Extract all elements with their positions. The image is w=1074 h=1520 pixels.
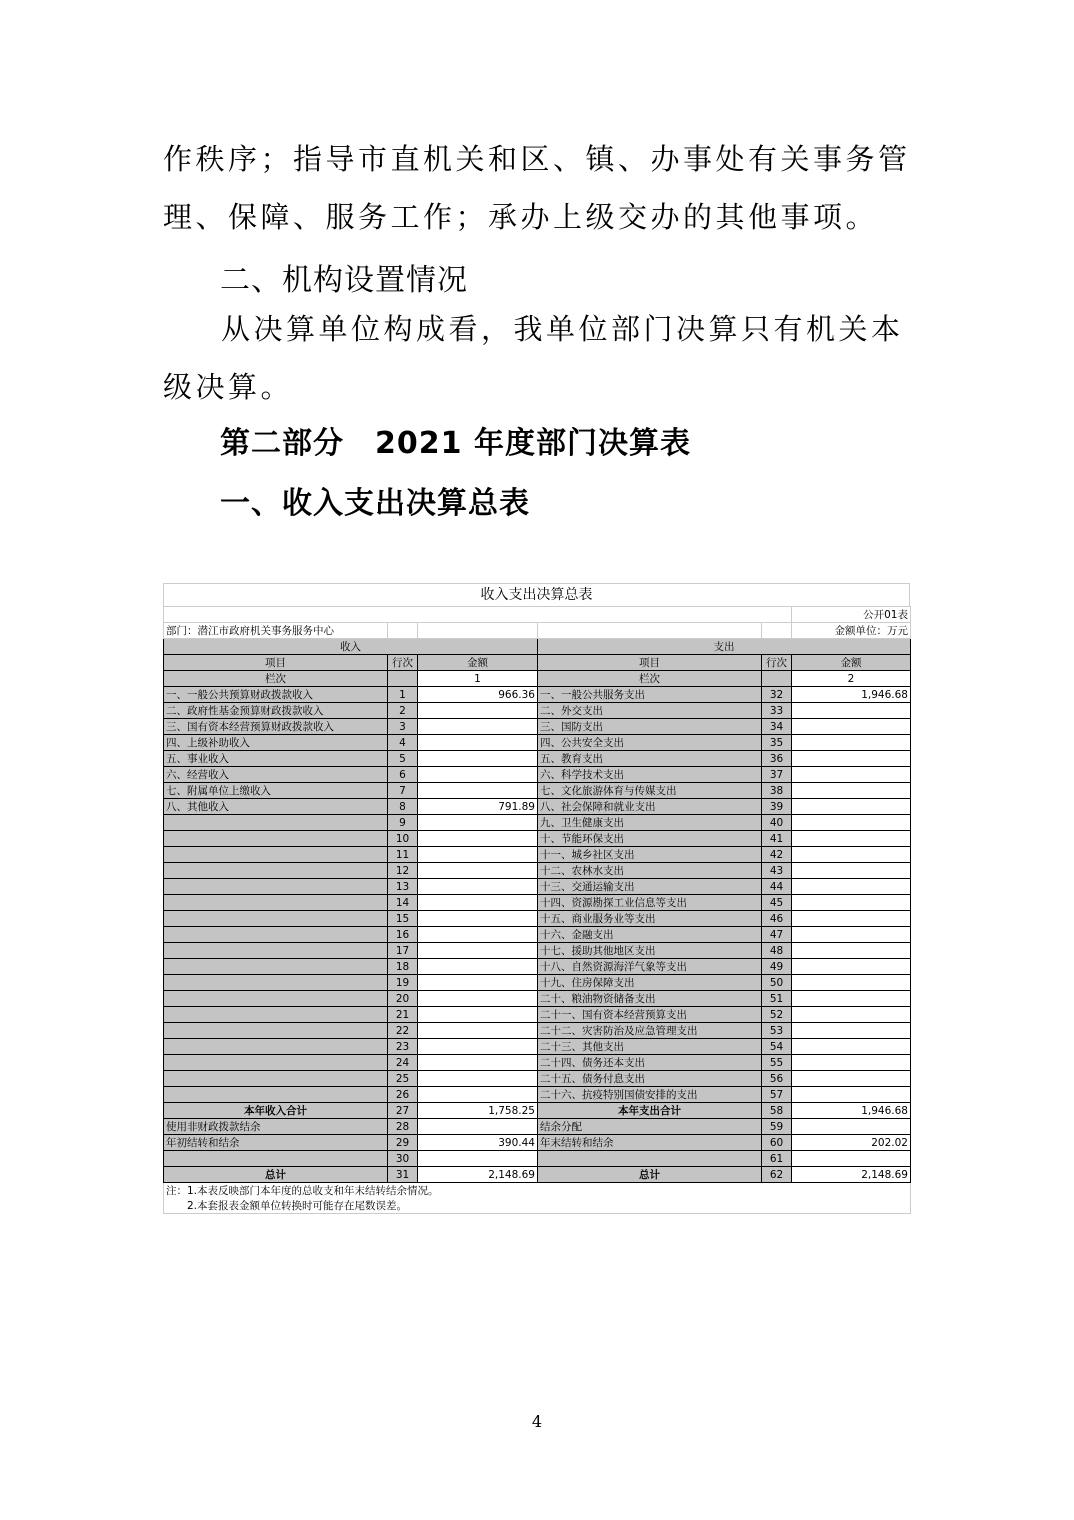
table-row	[164, 959, 911, 975]
expense-item: 七、文化旅游体育与传媒支出	[538, 783, 762, 799]
expense-item: 一、一般公共服务支出	[538, 687, 762, 703]
expense-amount: 202.02	[792, 1135, 911, 1151]
expense-line: 33	[762, 703, 792, 719]
income-line: 1	[388, 687, 418, 703]
expense-amount	[792, 1071, 911, 1087]
expense-amount	[792, 1039, 911, 1055]
income-amount	[418, 735, 538, 751]
income-item	[164, 1007, 388, 1023]
table-row	[164, 1055, 911, 1071]
expense-line: 56	[762, 1071, 792, 1087]
expense-amount	[792, 863, 911, 879]
income-amount	[418, 847, 538, 863]
income-line: 14	[388, 895, 418, 911]
income-amount	[418, 1119, 538, 1135]
income-amount	[418, 959, 538, 975]
table-row	[164, 767, 911, 783]
income-line: 20	[388, 991, 418, 1007]
expense-item: 九、卫生健康支出	[538, 815, 762, 831]
form-code: 公开01表	[792, 607, 911, 623]
expense-amount: 1,946.68	[792, 687, 911, 703]
income-amount	[418, 1087, 538, 1103]
expense-amount	[792, 975, 911, 991]
page-number: 4	[531, 1412, 543, 1431]
income-item: 本年收入合计	[164, 1103, 388, 1119]
income-line: 2	[388, 703, 418, 719]
expense-line: 47	[762, 927, 792, 943]
income-amount	[418, 815, 538, 831]
table-row	[164, 863, 911, 879]
income-line: 26	[388, 1087, 418, 1103]
table-row	[164, 911, 911, 927]
income-line: 23	[388, 1039, 418, 1055]
income-amount	[418, 927, 538, 943]
income-line: 29	[388, 1135, 418, 1151]
expense-line: 42	[762, 847, 792, 863]
expense-item: 二十四、债务还本支出	[538, 1055, 762, 1071]
income-line: 9	[388, 815, 418, 831]
expense-line: 41	[762, 831, 792, 847]
expense-item: 十六、金融支出	[538, 927, 762, 943]
expense-line: 54	[762, 1039, 792, 1055]
expense-item: 四、公共安全支出	[538, 735, 762, 751]
income-item	[164, 1087, 388, 1103]
income-lanci: 栏次	[164, 671, 388, 687]
income-item: 四、上级补助收入	[164, 735, 388, 751]
income-amount	[418, 879, 538, 895]
income-expense-table	[163, 606, 911, 1214]
income-item	[164, 927, 388, 943]
expense-amount	[792, 1055, 911, 1071]
expense-item: 十七、援助其他地区支出	[538, 943, 762, 959]
income-amount	[418, 991, 538, 1007]
expense-line: 45	[762, 895, 792, 911]
expense-item: 二十五、债务付息支出	[538, 1071, 762, 1087]
income-item	[164, 1071, 388, 1087]
income-item: 总计	[164, 1167, 388, 1183]
income-line: 5	[388, 751, 418, 767]
table-row	[164, 975, 911, 991]
expense-item: 十九、住房保障支出	[538, 975, 762, 991]
income-expense-table-container	[163, 583, 910, 1214]
income-item	[164, 831, 388, 847]
income-line: 6	[388, 767, 418, 783]
income-line: 21	[388, 1007, 418, 1023]
income-line: 24	[388, 1055, 418, 1071]
expense-item: 本年支出合计	[538, 1103, 762, 1119]
expense-amount: 1,946.68	[792, 1103, 911, 1119]
expense-amount	[792, 991, 911, 1007]
income-amount	[418, 895, 538, 911]
part-two-heading: 第二部分 2021 年度部门决算表	[220, 426, 691, 461]
expense-line: 44	[762, 879, 792, 895]
expense-amount	[792, 1151, 911, 1167]
income-amount	[418, 1039, 538, 1055]
expense-line: 57	[762, 1087, 792, 1103]
expense-col-item: 项目	[538, 655, 762, 671]
expense-amount: 2,148.69	[792, 1167, 911, 1183]
expense-amount	[792, 911, 911, 927]
expense-amount	[792, 719, 911, 735]
income-line: 16	[388, 927, 418, 943]
table-row	[164, 687, 911, 703]
expense-line: 53	[762, 1023, 792, 1039]
expense-item: 十八、自然资源海洋气象等支出	[538, 959, 762, 975]
expense-amount	[792, 783, 911, 799]
expense-line: 60	[762, 1135, 792, 1151]
income-header: 收入	[164, 639, 538, 655]
expense-item: 二十六、抗疫特别国债安排的支出	[538, 1087, 762, 1103]
expense-line: 46	[762, 911, 792, 927]
table-row	[164, 1135, 911, 1151]
table-row	[164, 847, 911, 863]
expense-amount	[792, 1119, 911, 1135]
income-amount: 2,148.69	[418, 1167, 538, 1183]
income-item	[164, 975, 388, 991]
expense-amount	[792, 815, 911, 831]
expense-amount	[792, 767, 911, 783]
income-line: 22	[388, 1023, 418, 1039]
table-row	[164, 719, 911, 735]
income-item	[164, 847, 388, 863]
income-col-amount: 金额	[418, 655, 538, 671]
income-amount	[418, 1007, 538, 1023]
expense-amount	[792, 879, 911, 895]
table-row	[164, 1167, 911, 1183]
income-line: 3	[388, 719, 418, 735]
income-amount	[418, 831, 538, 847]
income-amount	[418, 863, 538, 879]
expense-item: 六、科学技术支出	[538, 767, 762, 783]
income-line: 19	[388, 975, 418, 991]
expense-line: 50	[762, 975, 792, 991]
income-item	[164, 911, 388, 927]
table-row	[164, 815, 911, 831]
expense-amount	[792, 1087, 911, 1103]
income-item: 年初结转和结余	[164, 1135, 388, 1151]
income-item	[164, 1151, 388, 1167]
income-line: 27	[388, 1103, 418, 1119]
income-line: 11	[388, 847, 418, 863]
expense-line: 59	[762, 1119, 792, 1135]
table-row	[164, 703, 911, 719]
income-line: 8	[388, 799, 418, 815]
table-row	[164, 1039, 911, 1055]
expense-item: 二十三、其他支出	[538, 1039, 762, 1055]
income-amount	[418, 1151, 538, 1167]
unit-label: 金额单位：万元	[792, 623, 911, 639]
income-line: 10	[388, 831, 418, 847]
income-item: 使用非财政拨款结余	[164, 1119, 388, 1135]
section-heading-institutions: 二、机构设置情况	[220, 263, 468, 298]
income-item	[164, 959, 388, 975]
table-row	[164, 991, 911, 1007]
income-line: 17	[388, 943, 418, 959]
income-line: 12	[388, 863, 418, 879]
expense-line: 39	[762, 799, 792, 815]
income-amount	[418, 751, 538, 767]
expense-amount	[792, 1023, 911, 1039]
expense-item: 十二、农林水支出	[538, 863, 762, 879]
expense-line: 37	[762, 767, 792, 783]
income-amount	[418, 767, 538, 783]
table-row	[164, 1119, 911, 1135]
table-row	[164, 831, 911, 847]
expense-item: 十三、交通运输支出	[538, 879, 762, 895]
expense-line: 51	[762, 991, 792, 1007]
table-row	[164, 751, 911, 767]
expense-item	[538, 1151, 762, 1167]
income-line: 18	[388, 959, 418, 975]
expense-amount	[792, 735, 911, 751]
body-paragraph-2: 从决算单位构成看，我单位部门决算只有机关本级决算。	[163, 312, 904, 404]
expense-item: 二十二、灾害防治及应急管理支出	[538, 1023, 762, 1039]
income-amount	[418, 719, 538, 735]
expense-line: 36	[762, 751, 792, 767]
expense-item: 二、外交支出	[538, 703, 762, 719]
table-row	[164, 783, 911, 799]
expense-item: 二十一、国有资本经营预算支出	[538, 1007, 762, 1023]
income-item	[164, 991, 388, 1007]
income-amount: 1,758.25	[418, 1103, 538, 1119]
table-row	[164, 1023, 911, 1039]
expense-line: 40	[762, 815, 792, 831]
income-col-line: 行次	[388, 655, 418, 671]
income-line: 28	[388, 1119, 418, 1135]
expense-line: 61	[762, 1151, 792, 1167]
income-amount	[418, 1071, 538, 1087]
table-title: 收入支出决算总表	[163, 583, 910, 606]
table-row	[164, 1103, 911, 1119]
income-item	[164, 943, 388, 959]
income-amount: 791.89	[418, 799, 538, 815]
table-row	[164, 927, 911, 943]
expense-item: 十四、资源勘探工业信息等支出	[538, 895, 762, 911]
table-note-1: 注：1.本表反映部门本年度的总收支和年末结转结余情况。	[164, 1183, 911, 1199]
table-row	[164, 879, 911, 895]
income-item	[164, 1039, 388, 1055]
income-col-number: 1	[418, 671, 538, 687]
income-line: 25	[388, 1071, 418, 1087]
table-row	[164, 1007, 911, 1023]
income-amount: 390.44	[418, 1135, 538, 1151]
body-paragraph-1: 作秩序；指导市直机关和区、镇、办事处有关事务管理、保障、服务工作；承办上级交办的其他事项。	[163, 142, 911, 234]
table-row	[164, 943, 911, 959]
expense-line: 52	[762, 1007, 792, 1023]
income-item: 二、政府性基金预算财政拨款收入	[164, 703, 388, 719]
income-item: 八、其他收入	[164, 799, 388, 815]
table-note-2: 2.本套报表金额单位转换时可能存在尾数误差。	[164, 1198, 911, 1214]
income-line: 7	[388, 783, 418, 799]
income-item: 三、国有资本经营预算财政拨款收入	[164, 719, 388, 735]
table-row	[164, 735, 911, 751]
expense-lanci: 栏次	[538, 671, 762, 687]
income-line: 30	[388, 1151, 418, 1167]
table-row	[164, 1071, 911, 1087]
income-col-item: 项目	[164, 655, 388, 671]
expense-line: 43	[762, 863, 792, 879]
expense-item: 二十、粮油物资储备支出	[538, 991, 762, 1007]
expense-line: 55	[762, 1055, 792, 1071]
income-item	[164, 895, 388, 911]
expense-line: 62	[762, 1167, 792, 1183]
income-item	[164, 815, 388, 831]
income-amount	[418, 703, 538, 719]
table-section-heading: 一、收入支出决算总表	[220, 486, 530, 521]
expense-line: 38	[762, 783, 792, 799]
income-line: 15	[388, 911, 418, 927]
expense-line: 49	[762, 959, 792, 975]
table-row	[164, 1151, 911, 1167]
income-item: 一、一般公共预算财政拨款收入	[164, 687, 388, 703]
income-item: 五、事业收入	[164, 751, 388, 767]
income-amount: 966.36	[418, 687, 538, 703]
income-amount	[418, 783, 538, 799]
income-item: 七、附属单位上缴收入	[164, 783, 388, 799]
expense-amount	[792, 799, 911, 815]
expense-line: 32	[762, 687, 792, 703]
income-item: 六、经营收入	[164, 767, 388, 783]
expense-amount	[792, 847, 911, 863]
expense-item: 八、社会保障和就业支出	[538, 799, 762, 815]
expense-item: 十五、商业服务业等支出	[538, 911, 762, 927]
expense-col-line: 行次	[762, 655, 792, 671]
income-item	[164, 863, 388, 879]
expense-item: 总计	[538, 1167, 762, 1183]
income-item	[164, 1023, 388, 1039]
expense-col-number: 2	[792, 671, 911, 687]
income-item	[164, 1055, 388, 1071]
expense-amount	[792, 959, 911, 975]
expense-line: 35	[762, 735, 792, 751]
income-amount	[418, 911, 538, 927]
expense-amount	[792, 927, 911, 943]
expense-item: 十、节能环保支出	[538, 831, 762, 847]
expense-line: 34	[762, 719, 792, 735]
income-amount	[418, 943, 538, 959]
income-amount	[418, 1055, 538, 1071]
income-item	[164, 879, 388, 895]
expense-header: 支出	[538, 639, 911, 655]
expense-amount	[792, 895, 911, 911]
income-line: 31	[388, 1167, 418, 1183]
department-label: 部门：潜江市政府机关事务服务中心	[164, 623, 388, 639]
expense-col-amount: 金额	[792, 655, 911, 671]
income-line: 13	[388, 879, 418, 895]
expense-item: 年末结转和结余	[538, 1135, 762, 1151]
expense-item: 五、教育支出	[538, 751, 762, 767]
table-row	[164, 1087, 911, 1103]
expense-amount	[792, 1007, 911, 1023]
income-amount	[418, 1023, 538, 1039]
expense-line: 48	[762, 943, 792, 959]
expense-amount	[792, 751, 911, 767]
income-line: 4	[388, 735, 418, 751]
expense-item: 三、国防支出	[538, 719, 762, 735]
expense-item: 十一、城乡社区支出	[538, 847, 762, 863]
expense-amount	[792, 703, 911, 719]
expense-amount	[792, 943, 911, 959]
expense-line: 58	[762, 1103, 792, 1119]
expense-item: 结余分配	[538, 1119, 762, 1135]
expense-amount	[792, 831, 911, 847]
table-row	[164, 799, 911, 815]
income-amount	[418, 975, 538, 991]
table-row	[164, 895, 911, 911]
